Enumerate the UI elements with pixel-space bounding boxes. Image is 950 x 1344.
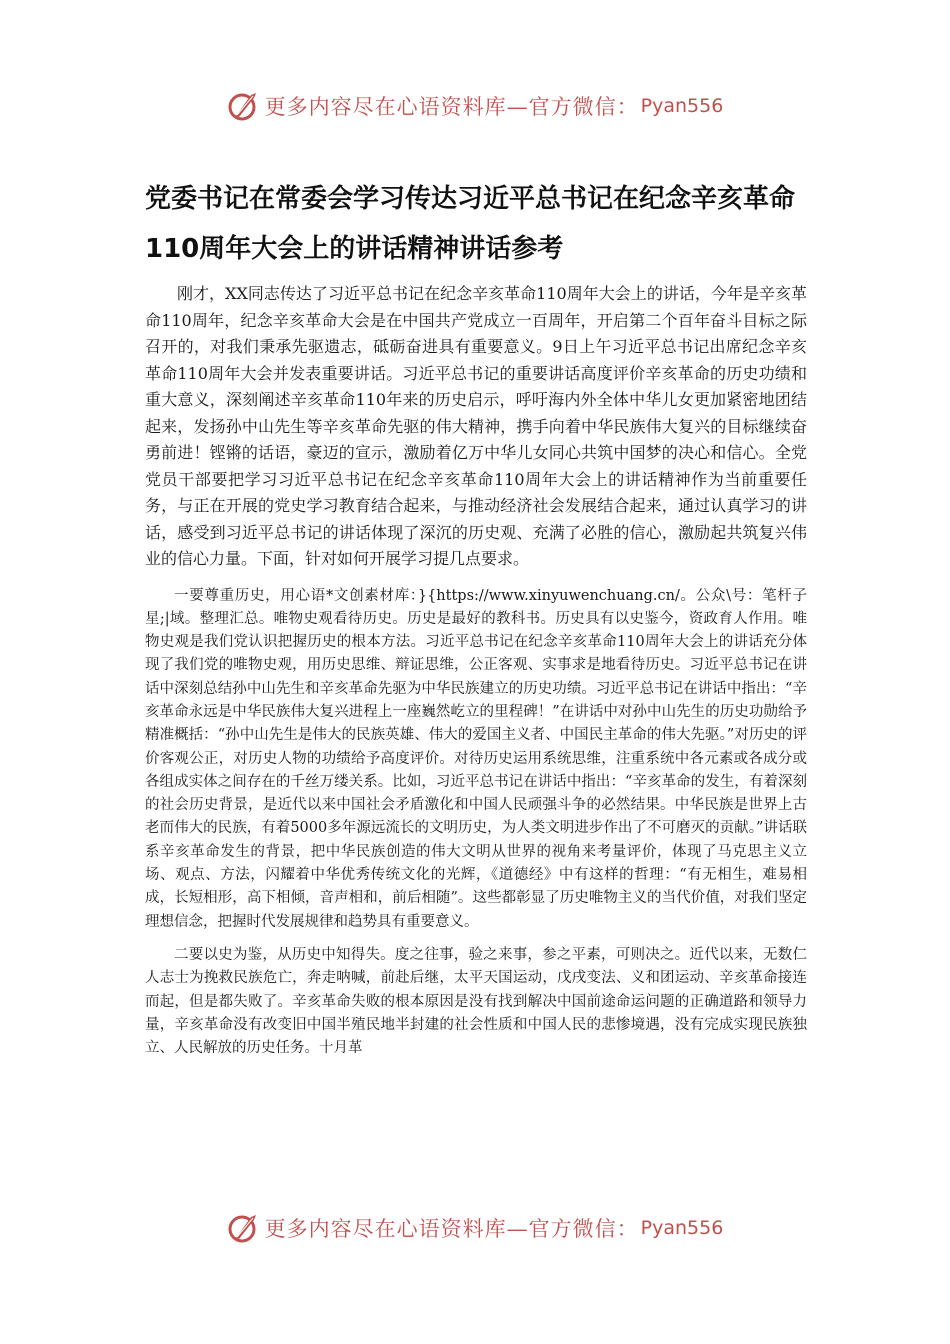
footer-banner (0, 1208, 950, 1248)
footer-banner-text: 更多内容尽在心语资料库—官方微信： (264, 1217, 639, 1241)
feather-pen-logo-icon (227, 89, 261, 123)
feather-pen-logo-icon (227, 1211, 261, 1245)
document-title: 党委书记在常委会学习传达习近平总书记在纪念辛亥革命110周年大会上的讲话精神讲话参考 (145, 184, 796, 264)
header-banner-text: 更多内容尽在心语资料库—官方微信： (264, 95, 639, 119)
header-banner (0, 86, 950, 126)
document-body (145, 281, 807, 1060)
footer-wechat-id: Pyan556 (640, 1217, 724, 1239)
paragraph-intro: 刚才，XX同志传达了习近平总书记在纪念辛亥革命110周年大会上的讲话，今年是辛亥革命110周年，纪念辛亥革命大会是在中国共产党成立一百周年，开启第二个百年奋斗目标之际召开的，对我们秉承先驱遗志，砥砺奋进具有重要意义。9日上午习近平总书记出席纪念辛亥革命110周年大会并发表重要讲话。习近平总书记的重要讲话高度评价辛亥革命的历史功绩和重大意义，深刻阐述辛亥革命110年来的历史启示，呼吁海内外全体中华儿女更加紧密地团结起来，发扬孙中山先生等辛亥革命先驱的伟大精神，携手向着中华民族伟大复兴的目标继续奋勇前进！铿锵的话语，豪迈的宣示，激励着亿万中华儿女同心共筑中国梦的决心和信心。全党党员干部要把学习习近平总书记在纪念辛亥革命110周年大会上的讲话精神作为当前重要任务，与正在开展的党史学习教育结合起来，与推动经济社会发展结合起来，通过认真学习的讲话，感受到习近平总书记的讲话体现了深沉的历史观、充满了必胜的信心，激励起共筑复兴伟业的信心力量。下面，针对如何开展学习提几点要求。 (145, 284, 807, 568)
paragraph-respect-history: 一要尊重历史，用心语*文创素材库：}{https://www.xinyuwenchuang.cn/。公众\号：笔杆子星;|域。整理汇总。唯物史观看待历史。历史是最好的教科书。历史具有以史鉴今，资政育人作用。唯物史观是我们党认识把握历史的根本方法。习近平总书记在纪念辛亥革命110周年大会上的讲话充分体现了我们党的唯物史观，用历史思维、辩证思维，公正客观、实事求是地看待历史。习近平总书记在讲话中深刻总结孙中山先生和辛亥革命先驱为中华民族建立的历史功绩。习近平总书记在讲话中指出：“辛亥革命永远是中华民族伟大复兴进程上一座巍然屹立的里程碑！”在讲话中对孙中山先生的历史功勋给予精准概括：“孙中山先生是伟大的民族英雄、伟大的爱国主义者、中国民主革命的伟大先驱。”对历史的评价客观公正，对历史人物的功绩给予高度评价。对待历史运用系统思维，注重系统中各元素或各成分或各组成实体之间存在的千丝万缕关系。比如，习近平总书记在讲话中指出：“辛亥革命的发生，有着深刻的社会历史背景，是近代以来中国社会矛盾激化和中国人民顽强斗争的必然结果。中华民族是世界上古老而伟大的民族，有着5000多年源远流长的文明历史，为人类文明进步作出了不可磨灭的贡献。”讲话联系辛亥革命发生的背景，把中华民族创造的伟大文明从世界的视角来考量评价，体现了马克思主义立场、观点、方法，闪耀着中华优秀传统文化的光辉，《道德经》中有这样的哲理：“有无相生，难易相成，长短相形，高下相倾，音声相和，前后相随”。这些都彰显了历史唯物主义的当代价值，对我们坚定理想信念，把握时代发展规律和趋势具有重要意义。 (145, 587, 807, 930)
header-wechat-id: Pyan556 (640, 95, 724, 117)
paragraph-learn-from-history: 二要以史为鉴，从历史中知得失。度之往事，验之来事，参之平素，可则决之。近代以来，无数仁人志士为挽救民族危亡，奔走呐喊，前赴后继，太平天国运动，戊戌变法、义和团运动、辛亥革命接连而起，但是都失败了。辛亥革命失败的根本原因是没有找到解决中国前途命运问题的正确道路和领导力量，辛亥革命没有改变旧中国半殖民地半封建的社会性质和中国人民的悲惨境遇，没有完成实现民族独立、人民解放的历史任务。十月革 (145, 946, 807, 1057)
